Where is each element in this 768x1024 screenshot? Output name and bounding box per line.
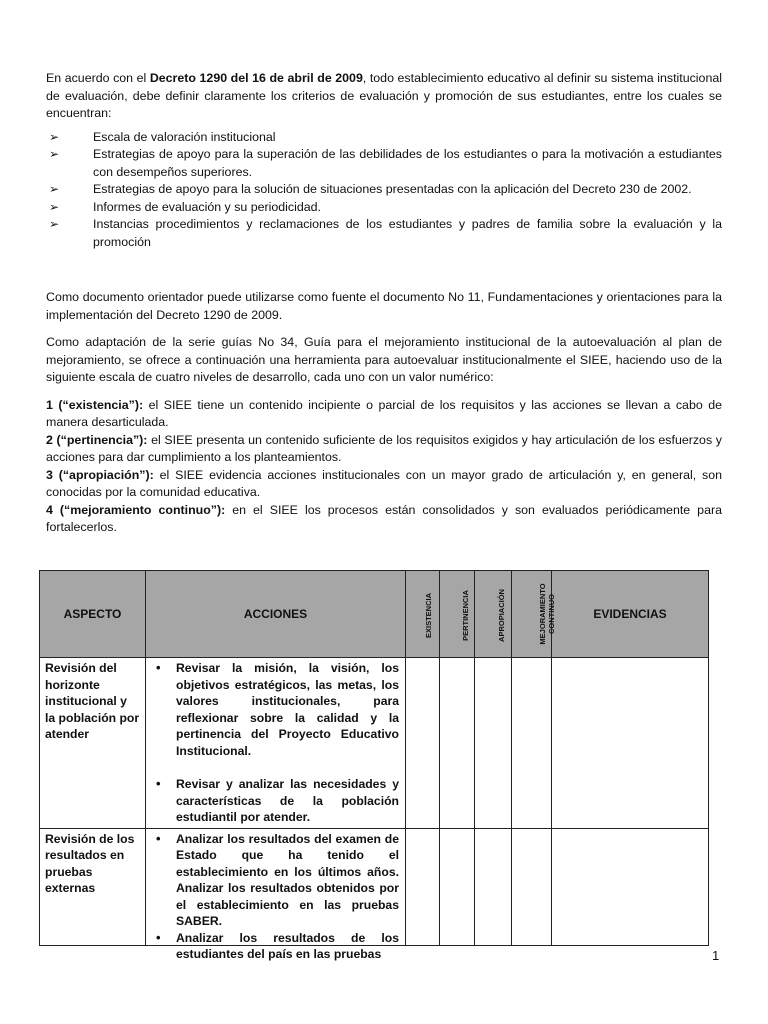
list-item: ➢ Instancias procedimientos y reclamaciones de los estudiantes y padres de familia sobre la evaluación y la promoción	[49, 217, 722, 249]
header-pertinencia: PERTINENCIA	[440, 571, 475, 658]
arrow-bullet-icon: ➢	[49, 217, 60, 231]
mejoramiento-cell	[512, 658, 552, 829]
table-header-row	[40, 571, 709, 658]
table-row	[40, 828, 709, 945]
orientador-paragraph: Como documento orientador puede utilizarse como fuente el documento No 11, Fundamentaciones y orientaciones para la implementación del Decreto 1290 de 2009.	[46, 290, 722, 322]
existencia-cell	[406, 828, 440, 945]
level-item: 1 (“existencia”): el SIEE tiene un contenido incipiente o parcial de los requisitos y las acciones se llevan a cabo de manera desarticulada.	[46, 397, 722, 429]
actions-cell	[146, 828, 406, 961]
pertinencia-cell	[440, 658, 475, 829]
arrow-bullet-icon: ➢	[49, 182, 60, 196]
table-row	[40, 658, 709, 829]
level-item: 2 (“pertinencia”): el SIEE presenta un contenido suficiente de los requisitos exigidos y hay articulación de los esfuerzos y acciones para dar cumplimiento a los planteamientos.	[46, 432, 722, 464]
list-item: ➢ Estrategias de apoyo para la solución de situaciones presentadas con la aplicación del Decreto 230 de 2002.	[46, 181, 722, 199]
mejoramiento-cell	[512, 828, 552, 945]
criteria-list	[46, 129, 722, 252]
header-evidencias: EVIDENCIAS	[552, 571, 709, 658]
apropiacion-cell	[475, 828, 512, 945]
levels-list	[46, 397, 722, 537]
evidencias-cell	[552, 658, 709, 829]
bullet-icon: •	[156, 660, 161, 675]
arrow-bullet-icon: ➢	[49, 147, 60, 161]
bullet-icon: •	[156, 776, 161, 791]
header-existencia: EXISTENCIA	[406, 571, 440, 658]
adaptacion-paragraph: Como adaptación de la serie guías No 34, Guía para el mejoramiento institucional de la autoevaluación al plan de mejoramiento, se ofrece a continuación una herramienta para autoevaluar institucionalmente el SIEE, haciendo uso de la siguiente escala de cuatro niveles de desarrollo, cada uno con un valor numérico:	[46, 335, 722, 384]
bullet-icon: •	[156, 830, 161, 846]
decree-reference: Decreto 1290 del 16 de abril de 2009	[149, 71, 363, 85]
action-item: • Revisar y analizar las necesidades y características de la población estudiantil por atender.	[156, 776, 399, 824]
level-item: 3 (“apropiación”): el SIEE evidencia acciones institucionales con un mayor grado de articulación y, en general, son conocidas por la comunidad educativa.	[46, 467, 722, 499]
arrow-bullet-icon: ➢	[49, 129, 60, 144]
evaluation-table	[39, 570, 709, 961]
action-item: • Revisar la misión, la visión, los objetivos estratégicos, las metas, los valores institucionales, para reflexionar sobre la calidad y la pertinencia del Proyecto Educativo Institucional.	[156, 660, 399, 758]
bullet-icon: •	[156, 929, 161, 945]
apropiacion-cell	[475, 658, 512, 829]
action-item: • Analizar los resultados de los estudiantes del país en las pruebas	[156, 929, 399, 961]
header-aspecto: ASPECTO	[40, 571, 146, 658]
intro-prefix: En acuerdo con el	[46, 71, 150, 85]
arrow-bullet-icon: ➢	[49, 199, 60, 214]
header-acciones: ACCIONES	[146, 571, 406, 658]
header-mejoramiento: MEJORAMIENTO CONTINUO	[512, 571, 552, 658]
pertinencia-cell	[440, 828, 475, 945]
evidencias-cell	[552, 828, 709, 945]
level-item: 4 (“mejoramiento continuo”): en el SIEE los procesos están consolidados y son evaluados periódicamente para fortalecerlos.	[46, 502, 722, 534]
existencia-cell	[406, 658, 440, 829]
aspect-cell: Revisión de los resultados en pruebas externas	[40, 828, 146, 945]
actions-cell	[146, 658, 406, 829]
aspect-cell: Revisión del horizonte institucional y la población por atender	[40, 658, 146, 829]
header-apropiacion: APROPIACIÓN	[475, 571, 512, 658]
list-item: ➢ Informes de evaluación y su periodicidad.	[46, 199, 722, 217]
page-number: 1	[712, 948, 720, 963]
document-body	[46, 70, 722, 537]
list-item: ➢ Estrategias de apoyo para la superación de las debilidades de los estudiantes o para la motivación a estudiantes con desempeños superiores.	[49, 147, 722, 179]
action-item: • Analizar los resultados del examen de Estado que ha tenido el establecimiento en los últimos años. Analizar los resultados obtenidos por el establecimiento en las pruebas SABER.	[156, 830, 399, 928]
list-item: ➢ Escala de valoración institucional	[46, 129, 722, 147]
intro-suffix: , todo establecimiento educativo al definir su sistema institucional de evaluación, debe definir claramente los criterios de evaluación y promoción de sus estudiantes, entre los cuales se encuentran:	[46, 71, 722, 120]
intro-paragraph	[46, 70, 722, 123]
